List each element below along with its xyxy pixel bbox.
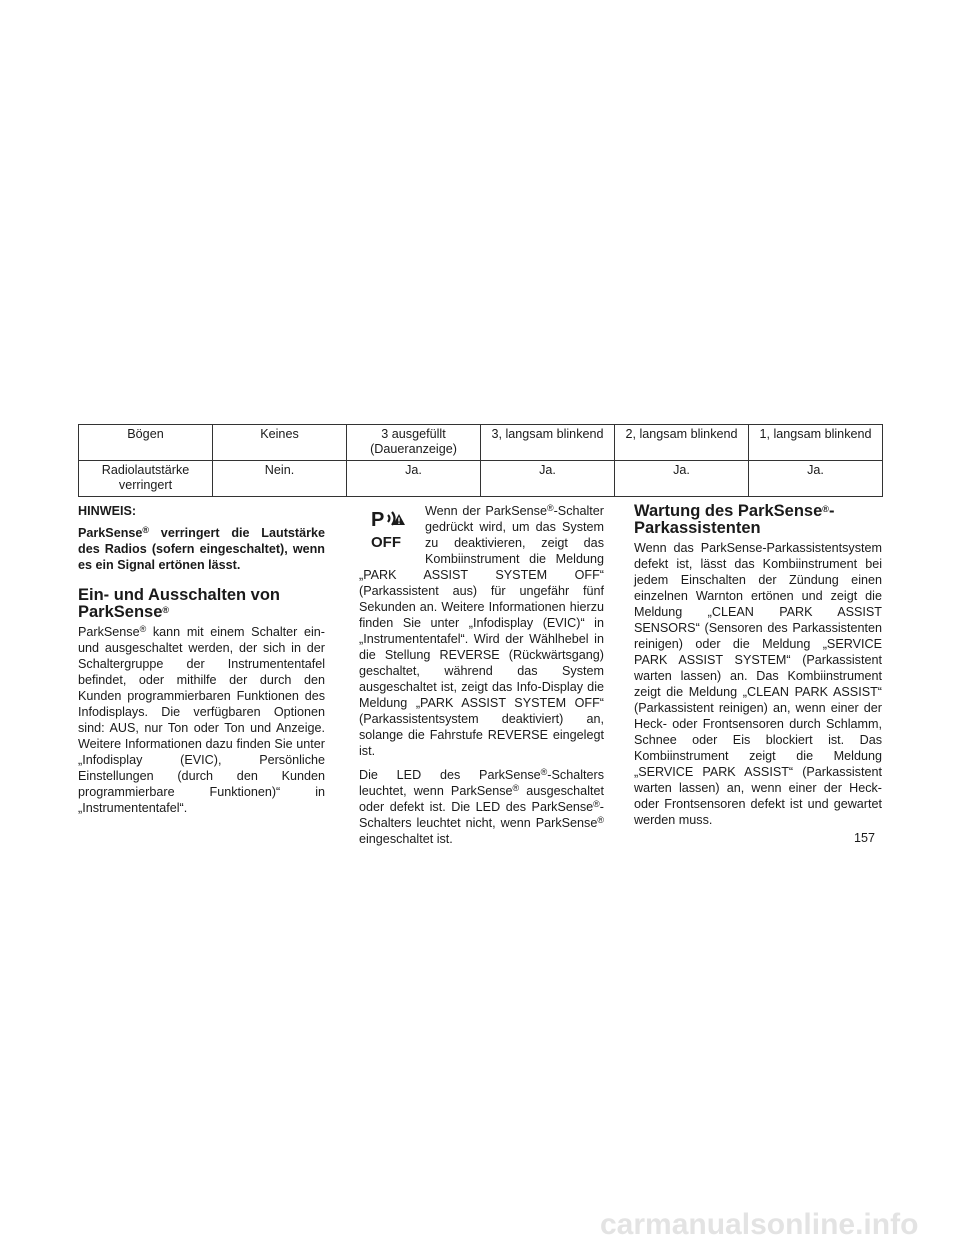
brand-text: ParkSense [78, 526, 143, 540]
paragraph-led [359, 767, 604, 847]
note-heading: HINWEIS: [78, 504, 137, 518]
parksense-off-icon [359, 505, 419, 551]
table-cell: Ja. [749, 461, 883, 497]
registered-mark: ® [512, 783, 520, 793]
table-cell: 1, langsam blinkend [749, 425, 883, 461]
registered-mark: ® [540, 767, 548, 777]
title-line: ParkSense [78, 603, 163, 621]
svg-text:carmanualsonline.info: carmanualsonline.info [600, 1208, 919, 1240]
title-line: Parkassistenten [634, 519, 761, 537]
table-row [79, 425, 883, 461]
brand-text: ParkSense [78, 625, 140, 639]
paragraph-body: kann mit einem Schalter ein- und ausgeschaltet werden, der sich in der Schaltergruppe der Instrumententafel befindet, oder mithilfe der durch den Kunden programmierbaren Funktionen des Infodisplays. Die verfügbaren Optionen sind: AUS, nur Ton oder Ton und Anzeige. Weitere Informationen dazu finden Sie unter „Infodisplay (EVIC), Persönliche Einstellungen (durch den Kunden programmierbare Funktionen)“ in „Instrumententafel“. [78, 625, 325, 815]
table-cell: Ja. [615, 461, 749, 497]
page-number: 157 [854, 831, 876, 845]
column-left [78, 503, 325, 824]
paragraph-on-off [78, 624, 325, 816]
table-cell: Radiolautstärke verringert [79, 461, 213, 497]
table-row [79, 461, 883, 497]
registered-mark: ® [546, 503, 554, 513]
paragraph-body: Die LED des ParkSense [359, 768, 541, 782]
registered-mark: ® [593, 799, 600, 809]
paragraph-body: eingeschaltet ist. [359, 832, 453, 846]
paragraph-maintenance: Wenn das ParkSense-Parkassistentsystem defekt ist, lässt das Kombiinstrument bei jedem Einschalten der Zündung einen einzelnen Warnton ertönen und zeigt die Meldung „CLEAN PARK ASSIST SENSORS“ (Sensoren des Parkassistenten reinigen) oder die Meldung „SERVICE PARK ASSIST SYSTEM“ (Parkassistent warten lassen) an. Das Kombiinstrument zeigt die Meldung „CLEAN PARK ASSIST“ (Parkassistent reinigen) an, wenn einer der Heck- oder Frontsensoren durch Schlamm, Schnee oder Eis blockiert ist. Das Kombiinstrument zeigt die Meldung „SERVICE PARK ASSIST“ (Parkassistent warten lassen) an, wenn einer der Heck- oder Frontsensoren defekt ist und gewartet werden muss. [634, 541, 882, 827]
title-line: Ein- und Ausschalten von [78, 586, 280, 604]
paragraph-body: Wenn der ParkSense [425, 504, 547, 518]
table-cell: 3 ausgefüllt (Daueranzeige) [347, 425, 481, 461]
paragraph-body: -Schalters leuchtet nicht, wenn ParkSense [359, 800, 604, 830]
registered-mark: ® [139, 624, 147, 634]
svg-text:OFF: OFF [371, 534, 401, 551]
svg-text:P: P [371, 509, 385, 531]
column-right [634, 503, 882, 836]
column-middle [359, 503, 604, 855]
title-line: - [828, 502, 835, 520]
table-cell: Ja. [481, 461, 615, 497]
table-cell: Bögen [79, 425, 213, 461]
registered-mark: ® [142, 525, 150, 535]
table-cell: Nein. [213, 461, 347, 497]
title-line: Wartung des ParkSense [634, 502, 823, 520]
note-text [78, 525, 325, 573]
table-cell: 3, langsam blinkend [481, 425, 615, 461]
registered-mark: ® [822, 504, 829, 514]
note-body: verringert die Lautstärke des Radios (sofern eingeschaltet), wenn es ein Signal ertönen lässt. [78, 526, 325, 572]
registered-mark: ® [597, 815, 604, 825]
watermark-logo [600, 1206, 956, 1240]
section-title-maintenance [634, 503, 882, 537]
paragraph-switch-off [359, 503, 604, 759]
parksense-table [78, 424, 883, 497]
paragraph-body: -Schalter gedrückt wird, um das System zu deaktivieren, zeigt das Kombiinstrument die Meldung „PARK ASSIST SYSTEM OFF“ (Parkassistent aus) für ungefähr fünf Sekunden an. Weitere Informationen hierzu finden Sie unter „Infodisplay (EVIC)“ in „Instrumententafel“. Wird der Wählhebel in die Stellung REVERSE (Rückwärtsgang) geschaltet, während das System ausgeschaltet ist, zeigt das Info-Display die Meldung „PARK ASSIST SYSTEM OFF“ (Parkassistentsystem deaktiviert) an, solange die Fahrstufe REVERSE eingelegt ist. [359, 504, 604, 758]
paragraph-body: ausgeschaltet oder defekt ist. Die LED des ParkSense [359, 784, 604, 814]
paragraph-body: -Schalters leuchtet, wenn ParkSense [359, 768, 604, 798]
table-cell: 2, langsam blinkend [615, 425, 749, 461]
table-cell: Keines [213, 425, 347, 461]
section-title-on-off [78, 587, 325, 621]
registered-mark: ® [162, 605, 170, 615]
table-cell: Ja. [347, 461, 481, 497]
